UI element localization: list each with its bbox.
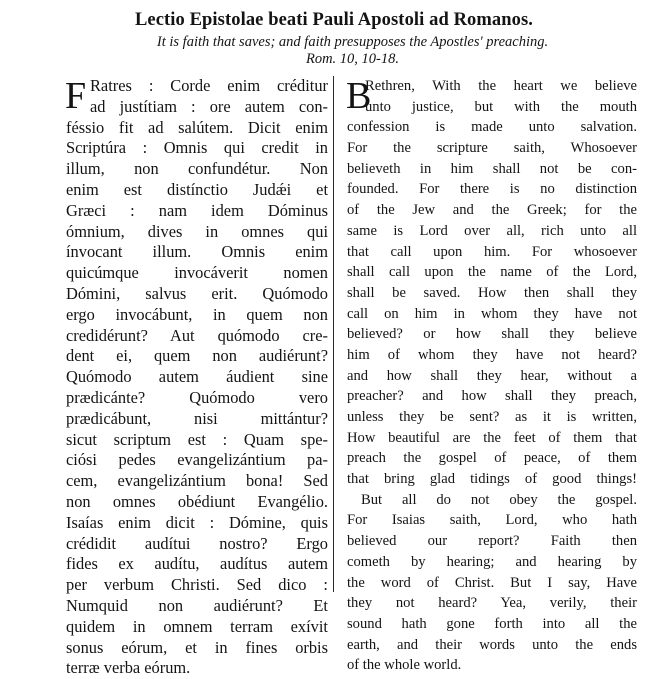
english-line: preacher? and how shall they preach,: [347, 388, 637, 405]
latin-line: Numquid non audiérunt? Et: [66, 595, 328, 615]
english-line: shall be saved. How then shall they: [347, 284, 637, 301]
english-line: unto justice, but with the mouth: [365, 98, 637, 115]
english-line: preach the gospel of peace, of them: [347, 450, 637, 467]
english-line: For the scripture saith, Whosoever: [347, 140, 637, 157]
latin-line: non omnes obédiunt Evangélio.: [66, 491, 328, 511]
english-line: shall call upon the name of the Lord,: [347, 264, 637, 281]
english-line: Rethren, With the heart we believe: [365, 78, 637, 94]
english-line: they not heard? Yea, verily, their: [347, 595, 637, 612]
latin-line: Ratres : Corde enim créditur: [90, 76, 328, 95]
english-line: How beautiful are the feet of them that: [347, 429, 637, 446]
english-line: believed? or how shall they believe: [347, 326, 637, 343]
latin-line: enim est distínctio Judǽi et: [66, 179, 328, 199]
latin-column: [66, 76, 328, 679]
english-line: of the Jew and the Greek; for the: [347, 202, 637, 219]
latin-line: credidérunt? Aut quómodo cre-: [66, 325, 328, 345]
english-line: him of whom they have not heard?: [347, 346, 637, 363]
latin-line: cem, evangelizántium bona! Sed: [66, 471, 328, 491]
latin-line: sonus eórum, et in fines orbis: [66, 637, 328, 657]
english-line: same is Lord over all, rich unto all: [347, 222, 637, 239]
english-line: But all do not obey the gospel.: [361, 491, 637, 508]
english-line: unless they be sent? as it is written,: [347, 409, 637, 425]
latin-line: per verbum Christi. Sed dico :: [66, 575, 328, 595]
english-line: For Isaias saith, Lord, who hath: [347, 512, 637, 529]
english-line: confession is made unto salvation.: [347, 119, 637, 136]
english-line: cometh by hearing; and hearing by: [347, 553, 637, 570]
english-line: of the whole world.: [347, 657, 462, 674]
latin-line: ergo invocábunt, in quem non: [66, 304, 328, 324]
latin-line: fides ex audítu, audítus autem: [66, 554, 328, 574]
english-line: founded. For there is no distinction: [347, 181, 637, 198]
epistle-title: Lectio Epistolae beati Pauli Apostoli ad Romanos.: [134, 10, 534, 30]
latin-line: prædicábunt, nisi mittántur?: [66, 408, 328, 428]
latin-line: ínvocant illum. Omnis enim: [66, 242, 328, 262]
latin-line: crédidit audítui nostro? Ergo: [66, 533, 328, 553]
latin-line: Quómodo autem áudient sine: [66, 367, 328, 387]
latin-line: sicut scriptum est : Quam spe-: [66, 429, 328, 449]
latin-line: féssio fit ad salútem. Dicit enim: [66, 117, 328, 137]
english-line: call on him in whom they have not: [347, 305, 637, 322]
latin-line: quidem in omnem terram exívit: [66, 616, 328, 636]
english-line: sound hath gone forth into all the: [347, 615, 637, 632]
column-divider: [333, 76, 334, 592]
latin-drop-cap: F: [65, 75, 87, 117]
latin-line: quicúmque invocáverit nomen: [66, 263, 328, 283]
english-line: the word of Christ. But I say, Have: [347, 574, 637, 591]
latin-line: dent ei, quem non audiérunt?: [66, 346, 328, 366]
english-drop-cap: B: [346, 75, 372, 117]
latin-line: terræ verba eórum.: [66, 658, 191, 678]
english-line: believeth in him shall not be con-: [347, 160, 637, 177]
latin-line: ad justítiam : ore autem con-: [90, 96, 328, 116]
latin-line: Dómini, salvus erit. Quómodo: [66, 283, 328, 303]
english-line: and how shall they hear, without a: [347, 367, 637, 384]
english-line: that call upon him. For whosoever: [347, 243, 637, 260]
english-line: earth, and their words unto the ends: [347, 636, 637, 653]
english-line: that bring glad tidings of good things!: [347, 471, 637, 488]
english-column: [347, 76, 637, 676]
latin-line: illum, non confundétur. Non: [66, 159, 328, 179]
latin-line: Isaías enim dicit : Dómine, quis: [66, 512, 328, 532]
latin-line: Græci : nam idem Dóminus: [66, 200, 328, 220]
scripture-reference: Rom. 10, 10-18.: [305, 51, 400, 67]
latin-line: ciósi pedes evangelizántium pa-: [66, 450, 328, 470]
latin-line: prædicánte? Quómodo vero: [66, 387, 328, 407]
epistle-subtitle: It is faith that saves; and faith presupposes the Apostles' preaching.: [156, 34, 549, 50]
latin-line: Scriptúra : Omnis qui credit in: [66, 138, 328, 158]
english-line: believed our report? Faith then: [347, 533, 637, 550]
latin-line: ómnium, dives in omnes qui: [66, 221, 328, 241]
